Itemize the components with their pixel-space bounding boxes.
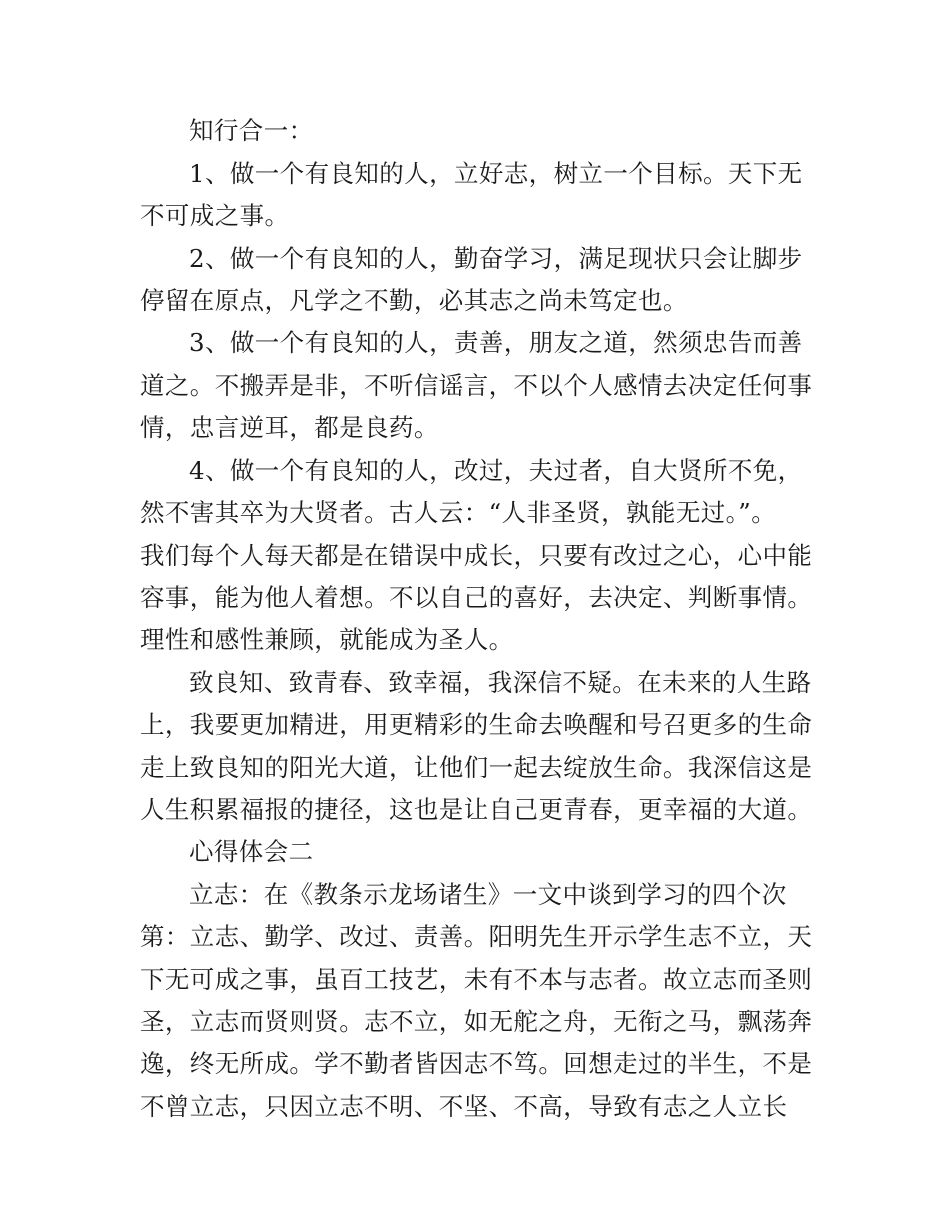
paragraph-line: 第：立志、勤学、改过、责善。阳明先生开示学生志不立，天 <box>140 922 813 951</box>
paragraph-line: 1、做一个有良知的人，立好志，树立一个目标。天下无 <box>189 159 803 188</box>
paragraph-line: 停留在原点，凡学之不勤，必其志之尚未笃定也。 <box>140 286 688 315</box>
paragraph-line: 逸，终无所成。学不勤者皆因志不笃。回想走过的半生，不是 <box>140 1049 813 1078</box>
paragraph-line: 人生积累福报的捷径，这也是让自己更青春，更幸福的大道。 <box>140 795 813 824</box>
paragraph-line: 然不害其卒为大贤者。古人云：“人非圣贤，孰能无过。”。 <box>140 498 777 527</box>
paragraph-line: 理性和感性兼顾，就能成为圣人。 <box>140 625 514 654</box>
paragraph-line: 3、做一个有良知的人，责善，朋友之道，然须忠告而善 <box>189 328 803 357</box>
paragraph-line: 容事，能为他人着想。不以自己的喜好，去决定、判断事情。 <box>140 583 813 612</box>
section-heading: 知行合一： <box>189 116 314 145</box>
paragraph-line: 立志：在《教条示龙场诸生》一文中谈到学习的四个次 <box>189 880 787 909</box>
paragraph-line: 下无可成之事，虽百工技艺，未有不本与志者。故立志而圣则 <box>140 965 813 994</box>
paragraph-line: 2、做一个有良知的人，勤奋学习，满足现状只会让脚步 <box>189 244 803 273</box>
paragraph-line: 4、做一个有良知的人，改过，夫过者，自大贤所不免， <box>189 456 803 485</box>
paragraph-line: 圣，立志而贤则贤。志不立，如无舵之舟，无衔之马，飘荡奔 <box>140 1007 813 1036</box>
paragraph-line: 上，我要更加精进，用更精彩的生命去唤醒和号召更多的生命 <box>140 710 813 739</box>
section-heading: 心得体会二 <box>189 837 314 866</box>
paragraph-line: 不曾立志，只因立志不明、不坚、不高，导致有志之人立长 <box>140 1092 788 1121</box>
paragraph-line: 道之。不搬弄是非，不听信谣言，不以个人感情去决定任何事 <box>140 371 813 400</box>
paragraph-line: 致良知、致青春、致幸福，我深信不疑。在未来的人生路 <box>189 668 812 697</box>
paragraph-line: 情，忠言逆耳，都是良药。 <box>140 413 439 442</box>
paragraph-line: 走上致良知的阳光大道，让他们一起去绽放生命。我深信这是 <box>140 753 813 782</box>
paragraph-line: 不可成之事。 <box>140 201 290 230</box>
paragraph-line: 我们每个人每天都是在错误中成长，只要有改过之心，心中能 <box>140 541 813 570</box>
